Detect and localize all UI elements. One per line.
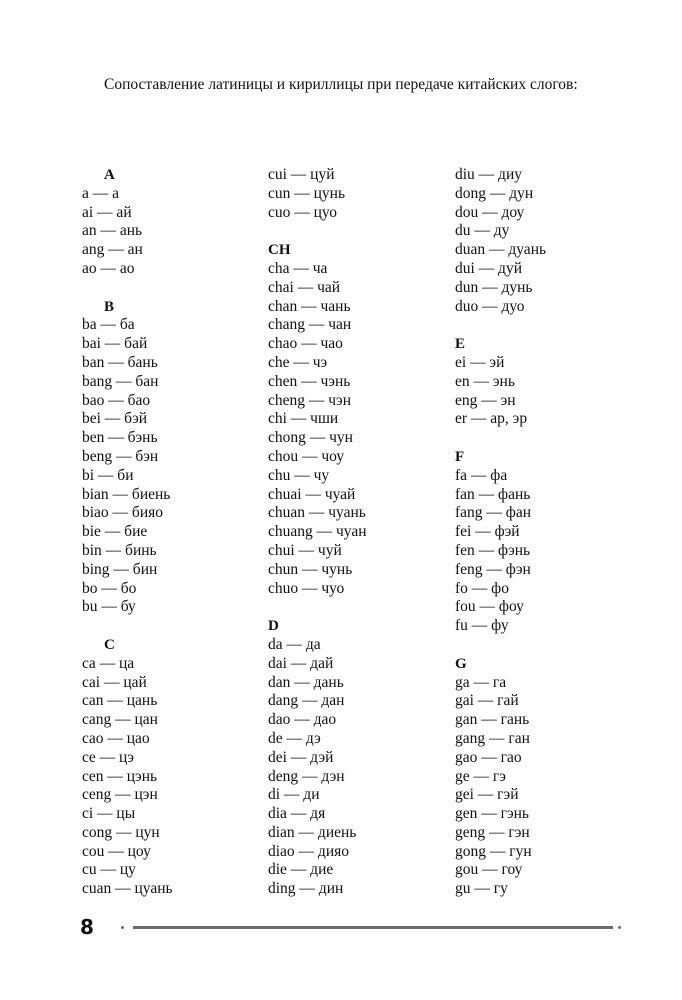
syllable-entry: ao — ао: [82, 259, 135, 277]
syllable-entry: bian — биень: [82, 485, 171, 503]
syllable-entry: cao — цао: [82, 729, 150, 747]
syllable-entry: cu — цу: [82, 861, 136, 879]
syllable-entry: fa — фа: [455, 466, 508, 484]
syllable-entry: bu — бу: [82, 598, 136, 616]
syllable-entry: fen — фэнь: [455, 541, 531, 559]
syllable-entry: geng — гэн: [455, 823, 530, 841]
group-heading: F: [455, 448, 465, 465]
syllable-entry: ang — ан: [82, 241, 143, 259]
syllable-entry: dao — дао: [268, 711, 337, 729]
syllable-entry: dou — доу: [455, 203, 525, 221]
syllable-entry: chun — чунь: [268, 560, 353, 578]
syllable-entry: ga — га: [455, 673, 507, 691]
syllable-entry: chui — чуй: [268, 541, 342, 559]
syllable-entry: deng — дэн: [268, 767, 345, 785]
intro-paragraph: Сопоставление латиницы и кириллицы при передаче китайских слогов:: [104, 76, 578, 93]
syllable-entry: bing — бин: [82, 560, 158, 578]
syllable-group: [455, 166, 546, 316]
syllable-entry: chong — чун: [268, 429, 353, 447]
syllable-entry: cou — цоу: [82, 842, 151, 860]
footer-rule: [133, 926, 613, 929]
group-heading: C: [104, 636, 115, 653]
syllable-entry: bai — бай: [82, 335, 148, 353]
syllable-entry: bi — би: [82, 466, 134, 484]
footer-dot-left: [121, 926, 124, 929]
syllable-entry: duo — дуо: [455, 297, 525, 315]
syllable-entry: ba — ба: [82, 316, 135, 334]
syllable-entry: biao — бияо: [82, 504, 163, 522]
syllable-entry: cheng — чэн: [268, 391, 352, 409]
syllable-entry: ei — эй: [455, 353, 505, 371]
syllable-entry: du — ду: [455, 222, 510, 240]
syllable-entry: bang — бан: [82, 372, 159, 390]
syllable-entry: an — ань: [82, 222, 143, 240]
syllable-entry: di — ди: [268, 786, 320, 804]
syllable-entry: gen — гэнь: [455, 805, 530, 823]
syllable-entry: gong — гун: [455, 842, 532, 860]
syllable-entry: duan — дуань: [455, 241, 547, 259]
syllable-entry: chuan — чуань: [268, 504, 366, 522]
syllable-entry: dian — диень: [268, 823, 357, 841]
syllable-entry: chi — чши: [268, 410, 339, 428]
syllable-group: [268, 241, 367, 598]
syllable-entry: bin — бинь: [82, 541, 157, 559]
syllable-entry: chuang — чуан: [268, 523, 367, 541]
syllable-entry: fang — фан: [455, 504, 532, 522]
syllable-entry: da — да: [268, 635, 321, 653]
syllable-entry: chuai — чуай: [268, 485, 356, 503]
group-heading: A: [104, 167, 115, 183]
syllable-entry: chang — чан: [268, 316, 352, 334]
syllable-entry: chan — чань: [268, 297, 351, 315]
syllable-entry: ai — ай: [82, 203, 132, 221]
syllable-entry: bo — бо: [82, 579, 137, 597]
syllable-group: [268, 166, 367, 222]
syllable-entry: ca — ца: [82, 654, 135, 672]
syllable-entry: de — дэ: [268, 729, 321, 747]
syllable-entry: fan — фань: [455, 485, 531, 503]
syllable-entry: chen — чэнь: [268, 372, 351, 390]
syllable-group: [82, 166, 173, 279]
syllable-entry: en — энь: [455, 372, 515, 390]
syllable-entry: chao — чао: [268, 335, 343, 353]
syllable-entry: gou — гоу: [455, 861, 523, 879]
syllable-entry: cuan — цуань: [82, 880, 173, 898]
syllable-group: [268, 617, 367, 899]
group-heading: CH: [268, 242, 291, 259]
syllable-group: [455, 448, 546, 636]
syllable-entry: beng — бэн: [82, 447, 159, 465]
syllable-column-2: [268, 166, 367, 918]
syllable-entry: fo — фо: [455, 579, 509, 597]
syllable-entry: ban — бань: [82, 353, 158, 371]
syllable-entry: gu — гу: [455, 880, 508, 898]
syllable-entry: cuo — цуо: [268, 203, 338, 221]
syllable-entry: gang — ган: [455, 729, 530, 747]
syllable-entry: fu — фу: [455, 617, 509, 635]
syllable-entry: cun — цунь: [268, 184, 346, 202]
syllable-entry: diao — дияо: [268, 842, 349, 860]
syllable-entry: cha — ча: [268, 259, 328, 277]
group-heading: D: [268, 618, 279, 635]
syllable-group: [455, 655, 546, 899]
syllable-column-3: [455, 166, 546, 918]
group-heading: B: [104, 298, 115, 315]
syllable-entry: fei — фэй: [455, 523, 520, 541]
group-heading: E: [455, 336, 466, 353]
syllable-entry: ceng — цэн: [82, 786, 158, 804]
syllable-entry: chuo — чуо: [268, 579, 345, 597]
syllable-entry: die — дие: [268, 861, 334, 879]
group-heading: G: [455, 655, 467, 672]
syllable-entry: chai — чай: [268, 278, 341, 296]
syllable-entry: gei — гэй: [455, 786, 519, 804]
syllable-entry: bie — бие: [82, 523, 148, 541]
syllable-entry: dan — дань: [268, 673, 344, 691]
syllable-entry: dang — дан: [268, 692, 345, 710]
syllable-entry: a — а: [82, 184, 120, 202]
syllable-entry: chou — чоу: [268, 447, 345, 465]
syllable-entry: ge — гэ: [455, 767, 506, 785]
page-number: 8: [80, 915, 94, 939]
syllable-entry: che — чэ: [268, 353, 328, 371]
syllable-entry: cai — цай: [82, 673, 147, 691]
syllable-entry: cong — цун: [82, 823, 160, 841]
syllable-group: [82, 298, 173, 618]
syllable-entry: gan — гань: [455, 711, 530, 729]
syllable-entry: er — ар, эр: [455, 410, 528, 428]
syllable-entry: dun — дунь: [455, 278, 533, 296]
syllable-entry: feng — фэн: [455, 560, 531, 578]
syllable-entry: dai — дай: [268, 654, 334, 672]
syllable-entry: can — цань: [82, 692, 158, 710]
syllable-entry: chu — чу: [268, 466, 330, 484]
syllable-entry: bei — бэй: [82, 410, 148, 428]
syllable-entry: gao — гао: [455, 748, 522, 766]
syllable-entry: ding — дин: [268, 880, 344, 898]
syllable-entry: dei — дэй: [268, 748, 334, 766]
syllable-entry: eng — эн: [455, 391, 516, 409]
syllable-group: [455, 335, 546, 429]
syllable-column-1: [82, 166, 173, 918]
syllable-entry: cen — цэнь: [82, 767, 158, 785]
syllable-entry: cang — цан: [82, 711, 158, 729]
syllable-entry: diu — диу: [455, 166, 522, 183]
syllable-entry: dia — дя: [268, 805, 326, 823]
syllable-entry: dui — дуй: [455, 259, 522, 277]
syllable-entry: fou — фоу: [455, 598, 524, 616]
syllable-entry: gai — гай: [455, 692, 519, 710]
syllable-entry: cui — цуй: [268, 166, 335, 183]
syllable-group: [82, 636, 173, 899]
syllable-entry: ci — цы: [82, 805, 136, 823]
syllable-entry: bao — бао: [82, 391, 151, 409]
syllable-entry: ben — бэнь: [82, 429, 158, 447]
footer-dot-right: [618, 926, 621, 929]
syllable-entry: ce — цэ: [82, 748, 134, 766]
syllable-entry: dong — дун: [455, 184, 534, 202]
